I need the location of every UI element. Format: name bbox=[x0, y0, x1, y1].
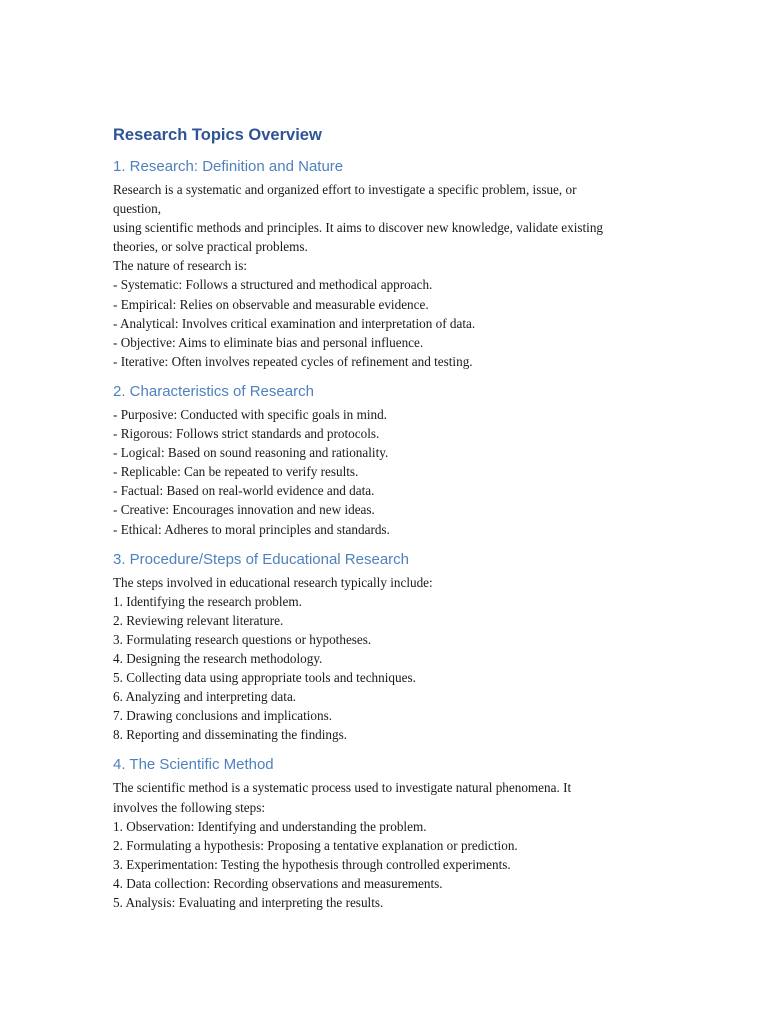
body-text-line: 3. Experimentation: Testing the hypothesis through controlled experiments. bbox=[113, 856, 511, 872]
section bbox=[113, 754, 673, 912]
section-heading: 2. Characteristics of Research bbox=[113, 382, 314, 400]
document-page bbox=[113, 123, 673, 912]
body-text-line: 4. Data collection: Recording observations and measurements. bbox=[113, 875, 443, 891]
body-text-line: theories, or solve practical problems. bbox=[113, 239, 308, 255]
body-text-line: The scientific method is a systematic process used to investigate natural phenomena. It bbox=[113, 780, 572, 796]
body-text-line: 8. Reporting and disseminating the findings. bbox=[113, 727, 348, 743]
body-text-line: - Replicable: Can be repeated to verify results. bbox=[113, 464, 359, 480]
body-text-line: 6. Analyzing and interpreting data. bbox=[113, 689, 297, 705]
body-text-line: - Empirical: Relies on observable and measurable evidence. bbox=[113, 296, 429, 312]
body-text-line: 5. Collecting data using appropriate tools and techniques. bbox=[113, 670, 416, 686]
section-heading: 4. The Scientific Method bbox=[113, 756, 274, 774]
section-heading: 3. Procedure/Steps of Educational Research bbox=[113, 550, 410, 568]
body-text-line: The nature of research is: bbox=[113, 258, 248, 274]
document-body bbox=[113, 156, 673, 912]
body-text-line: The steps involved in educational research typically include: bbox=[113, 574, 433, 590]
section bbox=[113, 549, 673, 745]
body-text-line: 1. Observation: Identifying and understanding the problem. bbox=[113, 818, 427, 834]
section bbox=[113, 156, 673, 371]
body-text-line: 2. Formulating a hypothesis: Proposing a tentative explanation or prediction. bbox=[113, 837, 518, 853]
body-text-line: - Objective: Aims to eliminate bias and personal influence. bbox=[113, 334, 424, 350]
body-text-line: Research is a systematic and organized effort to investigate a specific problem, issue, or bbox=[113, 182, 577, 197]
body-text-line: - Iterative: Often involves repeated cycles of refinement and testing. bbox=[113, 353, 473, 369]
body-text-line: 3. Formulating research questions or hypotheses. bbox=[113, 631, 372, 647]
body-text-line: 5. Analysis: Evaluating and interpreting the results. bbox=[113, 895, 384, 910]
document-title: Research Topics Overview bbox=[113, 126, 322, 144]
body-text-line: 4. Designing the research methodology. bbox=[113, 650, 323, 666]
body-text-line: question, bbox=[113, 201, 161, 217]
body-text-line: - Analytical: Involves critical examination and interpretation of data. bbox=[113, 315, 476, 331]
body-text-line: using scientific methods and principles. It aims to discover new knowledge, validate existing bbox=[113, 220, 604, 236]
body-text-line: - Systematic: Follows a structured and methodical approach. bbox=[113, 277, 433, 293]
body-text-line: - Factual: Based on real-world evidence and data. bbox=[113, 483, 375, 499]
body-text-line: - Purposive: Conducted with specific goals in mind. bbox=[113, 406, 387, 422]
body-text-line: 2. Reviewing relevant literature. bbox=[113, 612, 284, 628]
body-text-line: - Rigorous: Follows strict standards and protocols. bbox=[113, 426, 380, 442]
body-text-line: - Creative: Encourages innovation and new ideas. bbox=[113, 502, 375, 518]
section-heading: 1. Research: Definition and Nature bbox=[113, 158, 344, 175]
body-text-line: 1. Identifying the research problem. bbox=[113, 593, 302, 609]
body-text-line: 7. Drawing conclusions and implications. bbox=[113, 708, 333, 724]
body-text-line: - Logical: Based on sound reasoning and rationality. bbox=[113, 445, 389, 461]
body-text-line: involves the following steps: bbox=[113, 799, 266, 815]
body-text-line: - Ethical: Adheres to moral principles and standards. bbox=[113, 521, 390, 537]
section bbox=[113, 381, 673, 539]
